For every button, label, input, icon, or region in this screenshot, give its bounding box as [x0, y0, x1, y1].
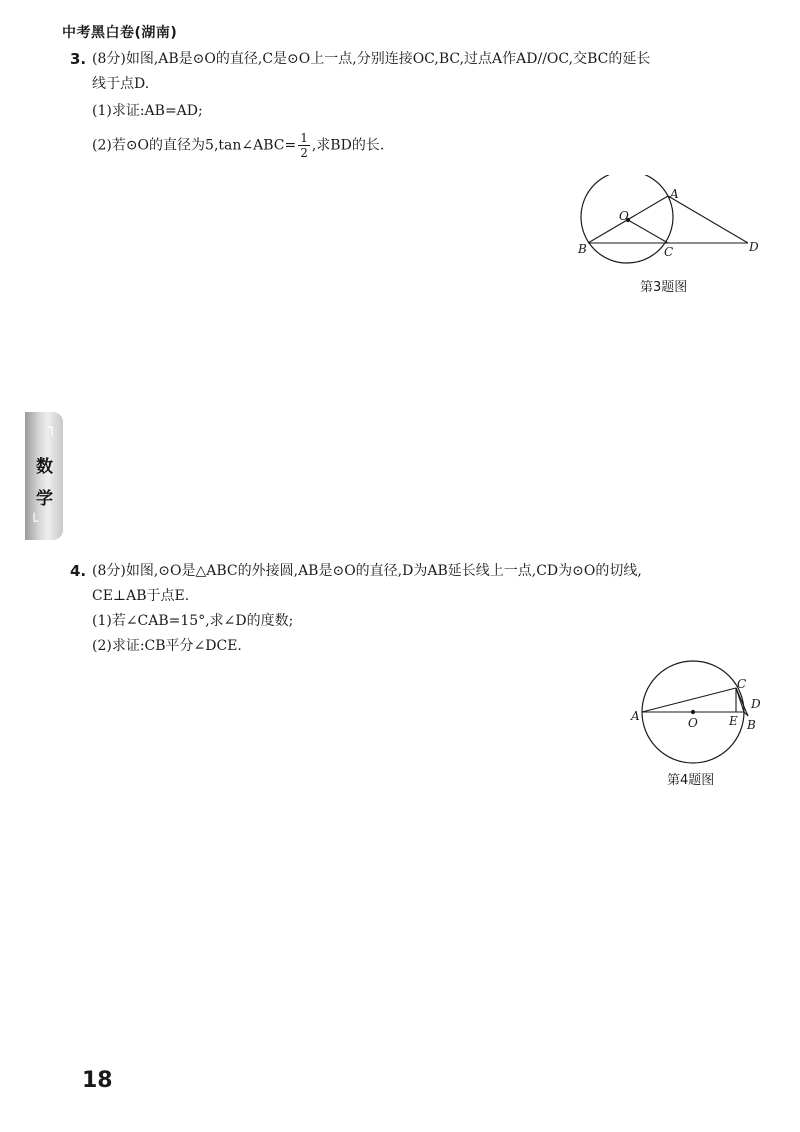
q4-label-o: O — [688, 716, 698, 730]
q3-fraction-denominator: 2 — [300, 146, 308, 160]
q3-figure — [570, 175, 770, 275]
q3-segment-ad — [668, 196, 748, 243]
q4-segment-ac — [642, 688, 736, 712]
q4-label-e: E — [729, 714, 738, 728]
q4-part1: (1)若∠CAB=15°,求∠D的度数; — [92, 613, 294, 629]
q4-label-d: D — [751, 697, 761, 711]
q4-figure-caption: 第4题图 — [667, 773, 715, 788]
q4-center-dot — [691, 710, 694, 713]
q3-stem-line2: 线于点D. — [92, 76, 150, 92]
side-tab-char-2: 学 — [36, 489, 53, 509]
q3-part2-post: ,求BD的长. — [311, 137, 385, 154]
q3-part2-fraction — [298, 131, 310, 160]
q3-label-c: C — [664, 245, 674, 259]
q3-part2 — [92, 131, 384, 160]
q3-figure-caption: 第3题图 — [640, 280, 688, 295]
q3-fraction-numerator: 1 — [300, 131, 308, 145]
side-tab-bracket-bottom: └ — [30, 514, 39, 530]
q3-label-d: D — [749, 240, 759, 254]
q3-part2-pre: (2)若⊙O的直径为5,tan∠ABC= — [92, 137, 297, 154]
q3-part1: (1)求证:AB=AD; — [92, 103, 203, 119]
q3-label-b: B — [578, 242, 587, 256]
q4-figure — [625, 655, 775, 770]
page-number: 18 — [82, 1068, 113, 1093]
q3-label-o: O — [619, 209, 629, 223]
q4-number: 4. — [70, 562, 87, 580]
q4-stem-line1: (8分)如图,⊙O是△ABC的外接圆,AB是⊙O的直径,D为AB延长线上一点,CD为⊙O的切线, — [92, 563, 642, 579]
side-tab-char-1: 数 — [36, 457, 53, 477]
q4-stem-line2: CE⊥AB于点E. — [92, 588, 190, 604]
q4-label-a: A — [631, 709, 640, 723]
q4-label-b: B — [747, 718, 756, 732]
q3-stem-line1: (8分)如图,AB是⊙O的直径,C是⊙O上一点,分别连接OC,BC,过点A作AD//OC,交BC的延长 — [92, 51, 651, 67]
side-tab-bracket-top: ┐ — [48, 420, 57, 436]
q3-segment-oc — [628, 220, 668, 243]
q3-number: 3. — [70, 50, 87, 68]
q4-label-c: C — [737, 677, 747, 691]
q4-part2: (2)求证:CB平分∠DCE. — [92, 638, 242, 654]
page-header-title: 中考黑白卷(湖南) — [62, 25, 178, 41]
q3-label-a: A — [670, 187, 679, 201]
